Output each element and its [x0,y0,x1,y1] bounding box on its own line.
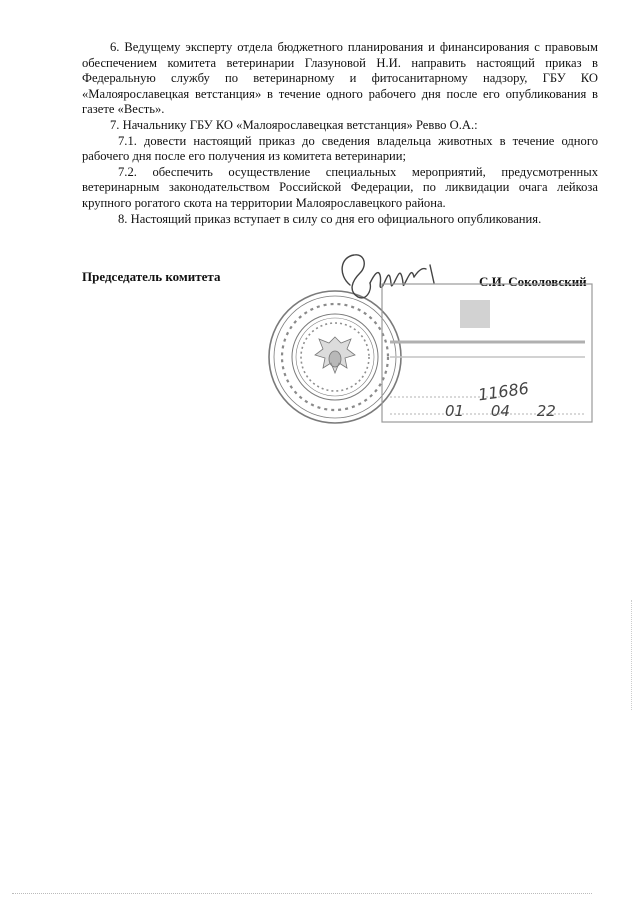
paragraph-6: 6. Ведущему эксперту отдела бюджетного планирования и финансирования с правовым обеспечением комитета ветеринарии Глазуновой Н.И. направить настоящий приказ в Федеральную службу по ветеринарному и фитосанитарному надзору, ГБУ КО «Малоярославецкая ветстанция» в течение одного рабочего дня после его опубликования в газете «Весть». [82,40,598,117]
scan-right-edge [631,600,632,710]
paragraph-8: 8. Настоящий приказ вступает в силу со дня его официального опубликования. [118,211,542,226]
signatory-name: С.И. Соколовский [479,274,587,289]
paragraph-7-2: 7.2. обеспечить осуществление специальных мероприятий, предусмотренных ветеринарным законодательством Российской Федерации, по ликвидации очага лейкоза крупного рогатого скота на территории Малоярославецкого района. [82,164,598,210]
paragraph-7-1: 7.1. довести настоящий приказ до сведения владельца животных в течение одного рабочего дня после его получения из комитета ветеринарии; [82,133,598,164]
signatory-position: Председатель комитета [82,269,221,284]
registration-number: 11686 [476,378,530,405]
paragraph-7: 7. Начальнику ГБУ КО «Малоярославецкая ветстанция» Ревво О.А.: [110,117,478,132]
registration-date: 01 04 22 [445,402,556,420]
document-body [82,40,598,227]
scan-bottom-edge [12,893,592,894]
